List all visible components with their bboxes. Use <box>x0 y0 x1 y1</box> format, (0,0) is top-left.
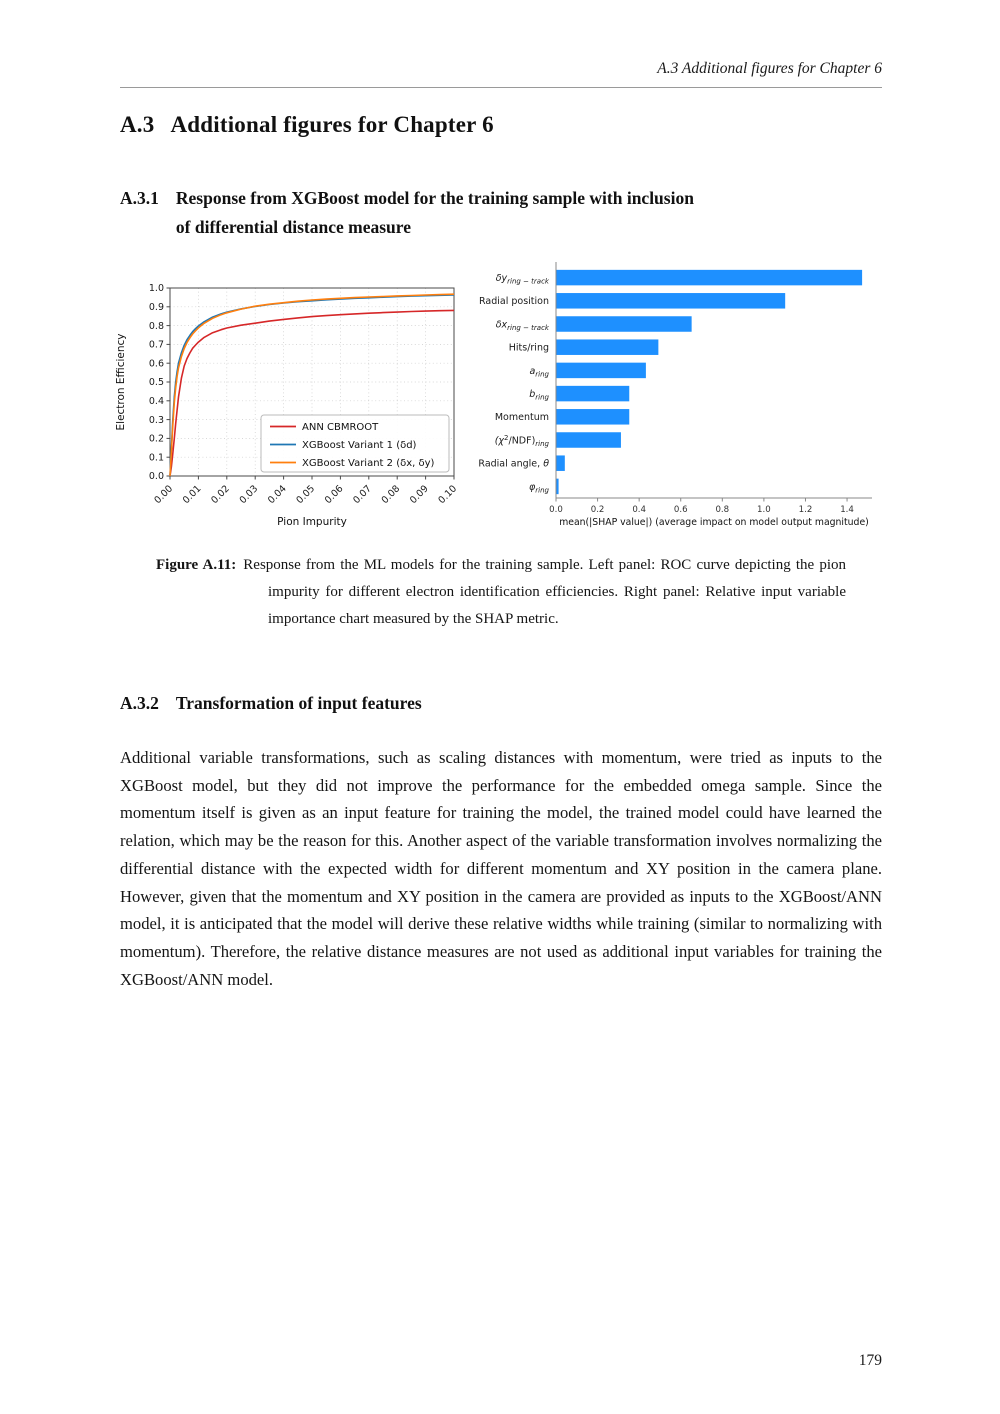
svg-text:δyring − track: $\delta y_{ring - track}$ <box>495 273 549 286</box>
figure-caption-label: Figure A.11: <box>156 557 237 573</box>
subsection-a32-heading <box>120 689 422 718</box>
svg-text:0.7: 0.7 <box>148 339 164 351</box>
svg-text:Radial position: Radial position <box>479 296 549 308</box>
header-rule <box>120 87 882 88</box>
svg-text:0.4: 0.4 <box>148 396 164 407</box>
svg-text:0.00: 0.00 <box>152 483 176 507</box>
svg-text:(χ2/NDF)ring: $(\chi^2/NDF)_{ring}$ <box>494 434 549 448</box>
page-number: 179 <box>858 1352 882 1369</box>
svg-text:Momentum: Momentum <box>494 412 549 424</box>
svg-text:Hits/ring: Hits/ring <box>508 342 549 354</box>
svg-text:0.6: 0.6 <box>148 358 164 370</box>
shap-bar-chart <box>470 258 890 545</box>
subsection-a32-title: Transformation of input features <box>175 693 422 713</box>
svg-text:1.2: 1.2 <box>798 505 813 515</box>
svg-text:ANN CBMROOT: ANN CBMROOT <box>302 422 379 434</box>
roc-curve-svg <box>112 258 468 530</box>
svg-text:1.0: 1.0 <box>148 283 164 295</box>
subsection-a31-heading <box>120 184 900 242</box>
svg-text:0.07: 0.07 <box>351 483 374 507</box>
section-heading <box>120 112 494 138</box>
roc-chart <box>112 258 468 535</box>
svg-text:0.09: 0.09 <box>407 483 431 507</box>
svg-text:0.02: 0.02 <box>209 483 232 507</box>
svg-text:Pion Impurity: Pion Impurity <box>277 516 347 528</box>
svg-text:0.9: 0.9 <box>148 302 164 313</box>
figure-caption <box>156 552 847 633</box>
subsection-a31-number: A.3.1 <box>120 188 159 208</box>
svg-text:bring: $b_{ring}$ <box>529 389 549 402</box>
svg-text:0.6: 0.6 <box>673 505 688 515</box>
svg-text:0.08: 0.08 <box>379 483 403 507</box>
body-paragraph: Additional variable transformations, such as scaling distances with momentum, were tried as inputs to the XGBoost model, but they did not improve the performance for the embedded omega sample. Since the momentum itself is given as an input feature for training the model, the trained model could have learned the relation, which may be the reason for this. Another aspect of the variable transformation involves normalizing the differential distance with the expected width for different momentum and XY position in the camera plane. However, given that the momentum and XY position in the camera are provided as inputs to the XGBoost/ANN model, it is anticipated that the model will derive these relative widths while training (similar to normalizing with momentum). Therefore, the relative distance measures are not used as additional input variables for training the XGBoost/ANN model. <box>120 748 882 989</box>
figure-caption-text: Response from the ML models for the training sample. Left panel: ROC curve depicting the pion impurity for different electron identification efficiencies. Right panel: Relative input variable importance chart measured by the SHAP metric. <box>243 557 847 627</box>
subsection-a31-title-line2: of differential distance measure <box>175 217 411 237</box>
svg-text:0.06: 0.06 <box>322 483 346 507</box>
running-header: A.3 Additional figures for Chapter 6 <box>657 60 882 77</box>
svg-text:Electron Efficiency: Electron Efficiency <box>115 333 127 431</box>
svg-text:0.04: 0.04 <box>265 483 289 507</box>
svg-text:0.8: 0.8 <box>715 505 730 515</box>
svg-text:0.05: 0.05 <box>294 483 318 507</box>
svg-text:0.0: 0.0 <box>148 471 164 483</box>
svg-text:0.10: 0.10 <box>436 483 460 507</box>
svg-text:0.2: 0.2 <box>590 505 605 515</box>
section-title: Additional figures for Chapter 6 <box>170 112 494 137</box>
svg-text:0.2: 0.2 <box>148 433 164 445</box>
svg-text:XGBoost Variant 1 (δd): XGBoost Variant 1 (δd) <box>302 440 417 452</box>
svg-text:0.4: 0.4 <box>632 505 646 515</box>
svg-text:mean(|SHAP value|) (average im: mean(|SHAP value|) (average impact on model output magnitude) <box>559 517 869 528</box>
svg-text:φring: $\varphi_{ring}$ <box>529 481 549 495</box>
svg-text:0.0: 0.0 <box>549 505 563 515</box>
svg-text:0.1: 0.1 <box>148 452 164 464</box>
svg-text:Radial angle, θ: Radial angle, θ <box>478 458 549 470</box>
svg-text:1.4: 1.4 <box>840 505 854 515</box>
svg-text:0.03: 0.03 <box>237 483 261 507</box>
subsection-a32-number: A.3.2 <box>120 693 159 713</box>
figure-a11 <box>112 258 890 545</box>
svg-text:0.5: 0.5 <box>148 377 164 389</box>
svg-text:δxring − track: $\delta x_{ring - track}$ <box>495 319 549 332</box>
svg-text:0.8: 0.8 <box>148 320 164 332</box>
section-number: A.3 <box>120 112 155 137</box>
subsection-a31-title-line1: Response from XGBoost model for the training sample with inclusion <box>175 188 694 208</box>
svg-text:1.0: 1.0 <box>757 505 771 515</box>
shap-bar-svg <box>470 258 890 540</box>
svg-text:0.3: 0.3 <box>148 414 164 426</box>
svg-text:0.01: 0.01 <box>180 483 204 507</box>
svg-text:XGBoost Variant 2 (δx, δy): XGBoost Variant 2 (δx, δy) <box>302 458 435 470</box>
svg-text:aring: $a_{ring}$ <box>529 365 549 379</box>
